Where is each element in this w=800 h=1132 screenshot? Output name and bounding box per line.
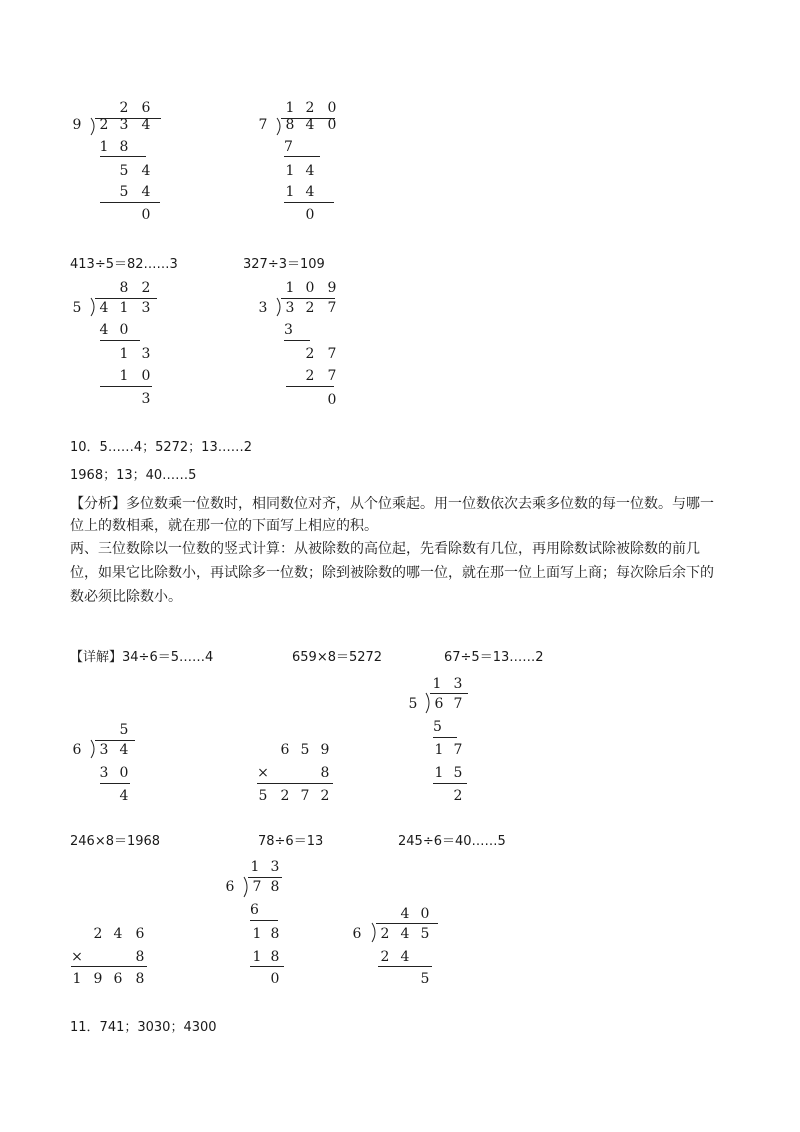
step-digit: 4 (305, 163, 315, 179)
quotient-digit: 8 (119, 280, 129, 296)
product-digit: 8 (135, 971, 145, 987)
dividend-digit: 7 (453, 696, 463, 712)
quotient-digit: 6 (141, 100, 151, 116)
top-digit: 4 (113, 926, 123, 942)
product-digit: 9 (93, 971, 103, 987)
step-line (100, 156, 146, 157)
step-digit: 0 (119, 322, 129, 338)
dividend-digit: 2 (380, 926, 390, 942)
equation-67-div-5: 67÷5＝13……2 (444, 650, 544, 665)
quotient-digit: 5 (119, 722, 129, 738)
step-digit: 2 (305, 368, 315, 384)
step-digit: 7 (284, 139, 293, 155)
divisor: 6 (352, 926, 362, 942)
step-digit: 5 (453, 765, 463, 781)
divisor: 5 (72, 300, 82, 316)
quotient-digit: 4 (400, 906, 410, 922)
step-line (100, 340, 140, 341)
step-digit: 7 (453, 742, 463, 758)
divisor: 6 (72, 742, 82, 758)
equation-327-div-3: 327÷3＝109 (243, 257, 325, 272)
product-digit: 6 (113, 971, 123, 987)
top-digit: 6 (280, 742, 290, 758)
divisor: 5 (408, 696, 418, 712)
step-digit: 1 (285, 184, 295, 200)
detail-line-1 (70, 650, 213, 666)
step-digit: 5 (119, 163, 129, 179)
remainder-digit: 4 (119, 788, 129, 804)
dividend-digit: 0 (327, 117, 337, 133)
step-digit: 3 (284, 322, 293, 338)
dividend-digit: 4 (99, 300, 109, 316)
quotient-digit: 3 (453, 676, 463, 692)
dividend-digit: 7 (327, 300, 337, 316)
remainder-digit: 0 (141, 207, 151, 223)
detail-tag: 【详解】 (70, 650, 123, 665)
analysis-line-3: 两、三位数除以一位数的竖式计算：从被除数的高位起，先看除数有几位，再用除数试除被除数的前几 (70, 541, 700, 557)
equation-413-div-5: 413÷5＝82……3 (70, 257, 178, 272)
quotient-digit: 1 (285, 100, 295, 116)
dividend-digit: 4 (400, 926, 410, 942)
division-bar (248, 877, 282, 878)
step-line (433, 783, 467, 784)
step-digit: 8 (270, 926, 280, 942)
step-digit: 4 (141, 163, 151, 179)
dividend-digit: 8 (270, 879, 280, 895)
product-digit: 1 (72, 971, 82, 987)
step-digit: 1 (119, 368, 129, 384)
product-digit: 7 (300, 788, 310, 804)
product-line (71, 966, 147, 967)
step-line (250, 966, 284, 967)
step-digit: 5 (433, 719, 442, 735)
times-sign: × (257, 765, 269, 781)
equation-659-times-8: 659×8＝5272 (292, 650, 383, 665)
quotient-digit: 1 (285, 280, 295, 296)
step-line (100, 202, 160, 203)
dividend-digit: 6 (434, 696, 444, 712)
answer-10-line-1: 10．5……4；5272；13……2 (70, 440, 252, 455)
step-digit: 5 (119, 184, 129, 200)
dividend-digit: 3 (285, 300, 295, 316)
quotient-digit: 1 (432, 676, 442, 692)
divisor: 7 (258, 117, 268, 133)
dividend-digit: 2 (305, 300, 315, 316)
top-digit: 9 (320, 742, 330, 758)
product-line (257, 783, 333, 784)
remainder-digit: 3 (141, 391, 151, 407)
step-digit: 1 (99, 139, 109, 155)
divisor: 9 (72, 117, 82, 133)
top-digit: 2 (93, 926, 103, 942)
quotient-digit: 0 (420, 906, 430, 922)
quotient-digit: 2 (119, 100, 129, 116)
dividend-digit: 8 (285, 117, 295, 133)
dividend-digit: 4 (305, 117, 315, 133)
step-digit: 2 (305, 346, 315, 362)
step-digit: 7 (327, 346, 337, 362)
step-line (284, 202, 334, 203)
step-digit: 2 (380, 949, 390, 965)
step-digit: 4 (99, 322, 109, 338)
dividend-digit: 1 (119, 300, 129, 316)
step-digit: 4 (400, 949, 410, 965)
dividend-digit: 3 (99, 742, 109, 758)
top-digit: 6 (135, 926, 145, 942)
dividend-digit: 2 (99, 117, 109, 133)
step-line (286, 386, 334, 387)
dividend-digit: 7 (252, 879, 262, 895)
equation-78-div-6: 78÷6＝13 (258, 834, 324, 849)
step-digit: 0 (141, 368, 151, 384)
multiplier: 8 (135, 949, 145, 965)
step-line (433, 737, 457, 738)
dividend-digit: 4 (119, 742, 129, 758)
equation-245-div-6: 245÷6＝40……5 (398, 834, 506, 849)
quotient-digit: 3 (270, 859, 280, 875)
analysis-line-1: 【分析】多位数乘一位数时，相同数位对齐，从个位乘起。用一位数依次去乘多位数的每一位数。与哪一 (70, 496, 714, 512)
top-digit: 5 (300, 742, 310, 758)
step-digit: 4 (141, 184, 151, 200)
quotient-digit: 0 (327, 100, 337, 116)
division-bar (376, 923, 438, 924)
analysis-line-5: 数必须比除数小。 (70, 589, 182, 605)
step-digit: 1 (434, 765, 444, 781)
division-bar (430, 693, 468, 694)
division-bar (281, 298, 335, 299)
analysis-tag: 【分析】 (70, 496, 126, 512)
step-digit: 4 (305, 184, 315, 200)
step-line (284, 340, 310, 341)
remainder-digit: 0 (305, 207, 315, 223)
dividend-digit: 4 (141, 117, 151, 133)
step-digit: 7 (327, 368, 337, 384)
equation-34-div-6: 34÷6＝5……4 (122, 650, 214, 665)
equation-246-times-8: 246×8＝1968 (70, 834, 161, 849)
step-digit: 3 (141, 346, 151, 362)
step-digit: 3 (99, 765, 109, 781)
step-digit: 6 (250, 902, 259, 918)
quotient-digit: 2 (141, 280, 151, 296)
divisor: 3 (258, 300, 268, 316)
analysis-line-4: 位，如果它比除数小，再试除多一位数；除到被除数的哪一位，就在那一位上面写上商；每次除后余下的 (70, 565, 714, 581)
step-digit: 8 (119, 139, 129, 155)
step-line (100, 386, 152, 387)
product-digit: 2 (320, 788, 330, 804)
step-line (378, 966, 432, 967)
dividend-digit: 3 (119, 117, 129, 133)
remainder-digit: 2 (453, 788, 463, 804)
quotient-digit: 1 (250, 859, 260, 875)
division-bar (95, 298, 157, 299)
step-digit: 1 (252, 949, 262, 965)
step-line (100, 783, 130, 784)
product-digit: 5 (258, 788, 268, 804)
answer-11: 11．741；3030；4300 (70, 1020, 217, 1035)
answer-10-line-2: 1968；13；40……5 (70, 468, 197, 483)
divisor: 6 (225, 879, 235, 895)
step-digit: 1 (119, 346, 129, 362)
remainder-digit: 5 (420, 971, 430, 987)
step-line (284, 156, 320, 157)
remainder-digit: 0 (327, 392, 337, 408)
step-digit: 1 (285, 163, 295, 179)
product-digit: 2 (280, 788, 290, 804)
dividend-digit: 3 (141, 300, 151, 316)
step-digit: 1 (434, 742, 444, 758)
dividend-digit: 5 (420, 926, 430, 942)
step-digit: 0 (119, 765, 129, 781)
times-sign: × (71, 949, 83, 965)
step-digit: 1 (252, 926, 262, 942)
remainder-digit: 0 (270, 971, 280, 987)
step-digit: 8 (270, 949, 280, 965)
quotient-digit: 2 (305, 100, 315, 116)
quotient-digit: 9 (327, 280, 337, 296)
step-line (250, 920, 278, 921)
quotient-digit: 0 (305, 280, 315, 296)
analysis-line-2: 位上的数相乘，就在那一位的下面写上相应的积。 (70, 518, 378, 534)
division-bar (95, 740, 135, 741)
multiplier: 8 (320, 765, 330, 781)
